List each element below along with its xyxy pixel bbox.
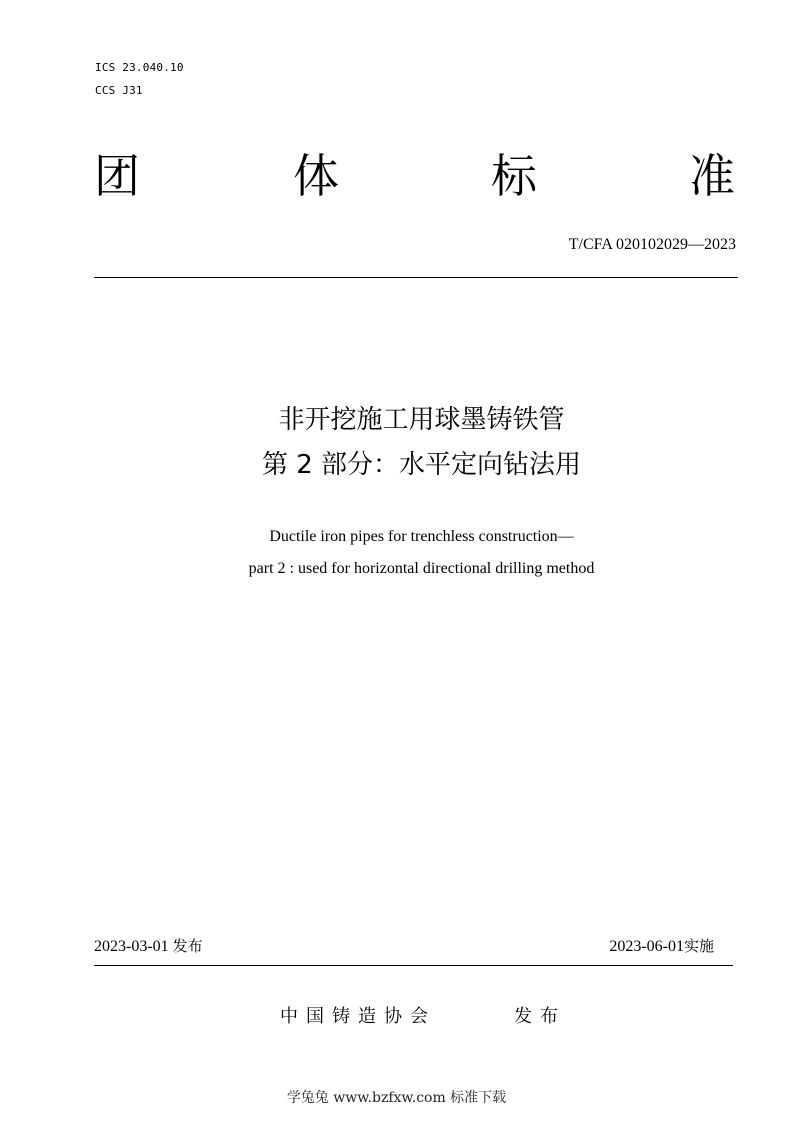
publish-date-line (94, 935, 203, 958)
publish-label: 发布 (172, 937, 203, 955)
publish-date: 2023-03-01 (94, 938, 169, 955)
implement-date-line (609, 935, 714, 958)
title-cn-line-1: 非开挖施工用球墨铸铁管 (278, 405, 565, 435)
title-en-line-1: Ductile iron pipes for trenchless construction— (269, 528, 574, 545)
standard-number: T/CFA 020102029—2023 (568, 236, 736, 253)
watermark-text: 学兔兔 www.bzfxw.com 标准下载 (286, 1090, 507, 1106)
top-divider (94, 277, 738, 278)
implement-label: 实施 (683, 937, 714, 955)
doc-type-char-1: 团 (94, 149, 140, 203)
doc-type-char-2: 体 (293, 149, 339, 203)
bottom-divider (94, 965, 733, 966)
publisher-action: 发布 (514, 1006, 566, 1027)
title-cn-line-2: 第 2 部分：水平定向钻法用 (261, 450, 582, 480)
ics-code: ICS 23.040.10 (95, 61, 184, 74)
doc-type-char-3: 标 (491, 149, 537, 203)
title-en-line-2: part 2 : used for horizontal directional drilling method (248, 560, 595, 577)
publisher-name: 中国铸造协会 (280, 1006, 436, 1027)
doc-type-char-4: 准 (689, 149, 735, 203)
implement-date: 2023-06-01 (609, 938, 684, 955)
ccs-code: CCS J31 (95, 84, 143, 97)
